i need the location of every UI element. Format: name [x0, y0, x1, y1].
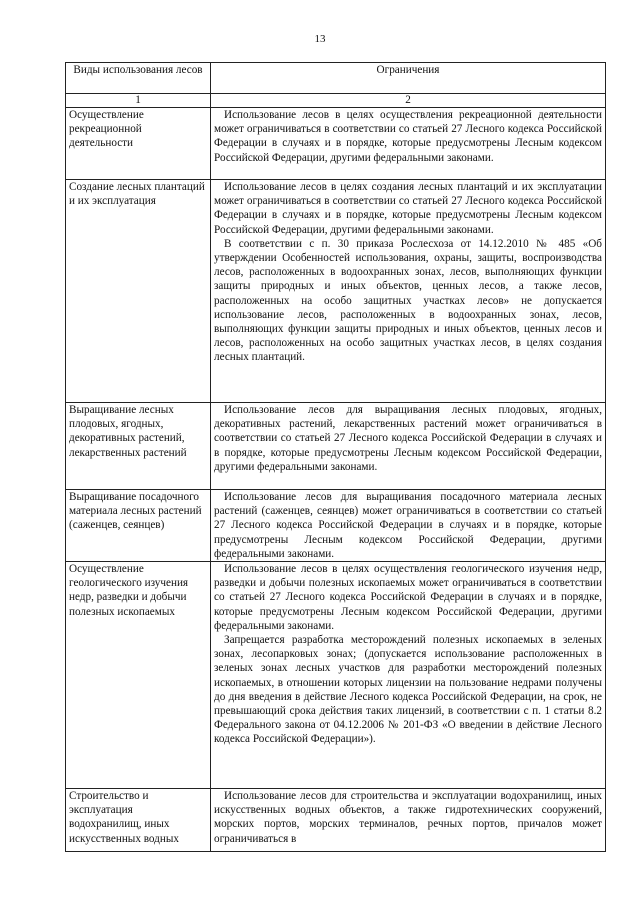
restriction-cell	[211, 789, 606, 852]
usage-type-cell: Выращивание посадочного материала лесных растений (саженцев, сеянцев)	[66, 490, 211, 562]
column-number-1: 1	[66, 94, 211, 108]
table-row	[66, 789, 606, 852]
restrictions-table	[65, 62, 606, 852]
page-number: 13	[314, 33, 326, 45]
restriction-cell	[211, 108, 606, 180]
usage-type-cell: Осуществление рекреационной деятельности	[66, 108, 211, 180]
restriction-paragraph: В соответствии с п. 30 приказа Рослесхоза от 14.12.2010 № 485 «Об утверждении Особенностей использования, охраны, защиты, воспроизводства лесов, расположенных в водоохранных зонах, лесов, выполняющих функции защиты природных и иных объектов, ценных лесов, а также лесов, расположенных на особо защитных участках лесов» не допускается использование лесов, расположенных в водоохранных зонах, лесов, выполняющих функции защиты природных и иных объектов, ценных лесов и лесов, расположенных на особо защитных участках лесов, в целях создания лесных плантаций.	[214, 237, 602, 364]
column-number-2: 2	[211, 94, 606, 108]
restriction-paragraph: Запрещается разработка месторождений полезных ископаемых в зеленых зонах, лесопарковых зонах; (допускается использование расположенных в зеленых зонах лесных участков для разработки месторождений полезных ископаемых, в отношении которых лицензии на пользование недрами получены до дня введения в действие Лесного кодекса Российской Федерации, на срок, не превышающий срока действия таких лицензий, в соответствии с п. 1 статьи 8.2 Федерального закона от 04.12.2006 № 201-ФЗ «О введении в действие Лесного кодекса Российской Федерации»).	[214, 634, 602, 746]
table-row	[66, 403, 606, 490]
table-row	[66, 490, 606, 562]
restriction-cell	[211, 562, 606, 789]
restriction-cell	[211, 403, 606, 490]
usage-type-cell: Создание лесных плантаций и их эксплуатация	[66, 180, 211, 403]
restriction-paragraph: Использование лесов в целях осуществления геологического изучения недр, разведки и добычи полезных ископаемых может ограничиваться в соответствии со статьей 27 Лесного кодекса Российской Федерации в случаях и в порядке, которые предусмотрены Лесным кодексом Российской Федерации, другими федеральными законами.	[214, 563, 602, 632]
header-restrictions: Ограничения	[211, 63, 606, 94]
table-row	[66, 180, 606, 403]
restriction-paragraph: Использование лесов для строительства и эксплуатации водохранилищ, иных искусственных водных объектов, а также гидротехнических сооружений, морских портов, морских терминалов, речных портов, причалов может ограничиваться в	[214, 790, 602, 845]
table-header-row	[66, 63, 606, 94]
column-number-row	[66, 94, 606, 108]
table-row	[66, 108, 606, 180]
restriction-cell	[211, 180, 606, 403]
restriction-paragraph: Использование лесов для выращивания посадочного материала лесных растений (саженцев, сеянцев) может ограничиваться в соответствии со статьей 27 Лесного кодекса Российской Федерации в случаях и в порядке, которые предусмотрены Лесным кодексом Российской Федерации, другими федеральными законами.	[214, 491, 602, 560]
usage-type-cell: Строительство и эксплуатация водохранилищ, иных искусственных водных	[66, 789, 211, 852]
table-row	[66, 562, 606, 789]
usage-type-cell: Выращивание лесных плодовых, ягодных, декоративных растений, лекарственных растений	[66, 403, 211, 490]
restriction-paragraph: Использование лесов для выращивания лесных плодовых, ягодных, декоративных растений, лекарственных растений может ограничиваться в соответствии со статьей 27 Лесного кодекса Российской Федерации в случаях и в порядке, которые предусмотрены Лесным кодексом Российской Федерации, другими федеральными законами.	[214, 404, 602, 473]
restriction-paragraph: Использование лесов в целях создания лесных плантаций и их эксплуатации может ограничиваться в соответствии со статьей 27 Лесного кодекса Российской Федерации в случаях и в порядке, которые предусмотрены Лесным кодексом Российской Федерации, другими федеральными законами.	[214, 181, 602, 236]
usage-type-cell: Осуществление геологического изучения недр, разведки и добычи полезных ископаемых	[66, 562, 211, 789]
restriction-cell	[211, 490, 606, 562]
header-usage-type: Виды использования лесов	[66, 63, 211, 94]
restriction-paragraph: Использование лесов в целях осуществления рекреационной деятельности может ограничиваться в соответствии со статьей 27 Лесного кодекса Российской Федерации в случаях и в порядке, которые предусмотрены Лесным кодексом Российской Федерации, другими федеральными законами.	[214, 109, 602, 164]
